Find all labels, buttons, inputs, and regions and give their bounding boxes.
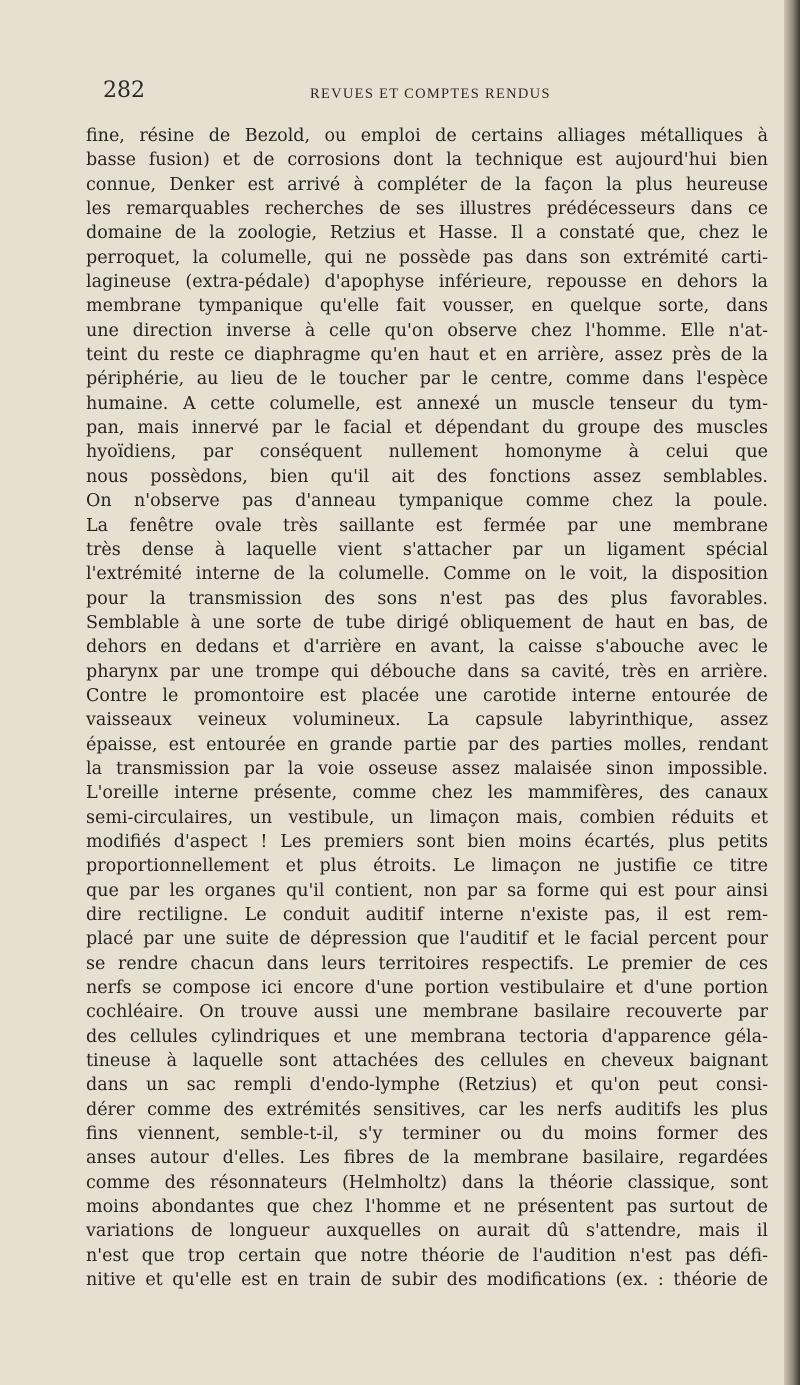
text-line: hyoïdiens, par conséquent nullement homonyme à celui que bbox=[86, 442, 768, 463]
text-line: n'est que trop certain que notre théorie de l'audition n'est pas défi- bbox=[86, 1245, 768, 1266]
text-line: anses autour d'elles. Les fibres de la membrane basilaire, regardées bbox=[86, 1148, 768, 1169]
text-line: placé par une suite de dépression que l'auditif et le facial percent pour bbox=[86, 929, 768, 950]
text-line: comme des résonnateurs (Helmholtz) dans la théorie classique, sont bbox=[86, 1172, 768, 1193]
text-line: l'extrémité interne de la columelle. Comme on le voit, la disposition bbox=[86, 564, 768, 585]
text-line: dérer comme des extrémités sensitives, car les nerfs auditifs les plus bbox=[86, 1099, 768, 1120]
text-line: On n'observe pas d'anneau tympanique comme chez la poule. bbox=[86, 491, 768, 512]
text-line: nerfs se compose ici encore d'une portion vestibulaire et d'une portion bbox=[86, 978, 768, 999]
text-line: se rendre chacun dans leurs territoires respectifs. Le premier de ces bbox=[86, 953, 768, 974]
text-line: lagineuse (extra-pédale) d'apophyse inférieure, repousse en dehors la bbox=[86, 272, 768, 293]
text-line: que par les organes qu'il contient, non par sa forme qui est pour ainsi bbox=[86, 880, 768, 901]
page-header bbox=[103, 78, 765, 108]
text-line: modifiés d'aspect ! Les premiers sont bien moins écartés, plus petits bbox=[86, 831, 768, 852]
text-line: nous possèdons, bien qu'il ait des fonctions assez semblables. bbox=[86, 466, 768, 487]
text-line: dans un sac rempli d'endo-lymphe (Retzius) et qu'on peut consi- bbox=[86, 1075, 768, 1096]
text-line: proportionnellement et plus étroits. Le limaçon ne justifie ce titre bbox=[86, 856, 768, 877]
text-line: semi-circulaires, un vestibule, un limaçon mais, combien réduits et bbox=[86, 807, 768, 828]
text-line: dire rectiligne. Le conduit auditif interne n'existe pas, il est rem- bbox=[86, 905, 768, 925]
text-line: cochléaire. On trouve aussi une membrane basilaire recouverte par bbox=[86, 1002, 768, 1023]
text-line: tineuse à laquelle sont attachées des cellules en cheveux baignant bbox=[86, 1051, 768, 1072]
text-line: dehors en dedans et d'arrière en avant, la caisse s'abouche avec le bbox=[86, 637, 768, 658]
text-line: pour la transmission des sons n'est pas des plus favorables. bbox=[86, 588, 768, 609]
text-line: variations de longueur auxquelles on aurait dû s'attendre, mais il bbox=[86, 1221, 768, 1242]
text-line: épaisse, est entourée en grande partie par des parties molles, rendant bbox=[86, 734, 768, 755]
text-line: la transmission par la voie osseuse assez malaisée sinon impossible. bbox=[86, 758, 768, 779]
text-line: Contre le promontoire est placée une carotide interne entourée de bbox=[86, 685, 768, 706]
text-line: fine, résine de Bezold, ou emploi de certains alliages métalliques à bbox=[86, 126, 768, 146]
text-line: domaine de la zoologie, Retzius et Hasse. Il a constaté que, chez le bbox=[86, 223, 768, 244]
text-line: les remarquables recherches de ses illustres prédécesseurs dans ce bbox=[86, 199, 768, 220]
text-line: une direction inverse à celle qu'on observe chez l'homme. Elle n'at- bbox=[86, 320, 768, 341]
text-line: Semblable à une sorte de tube dirigé obliquement de haut en bas, de bbox=[86, 612, 768, 633]
text-line: membrane tympanique qu'elle fait vousser, en quelque sorte, dans bbox=[86, 296, 768, 317]
text-line: très dense à laquelle vient s'attacher par un ligament spécial bbox=[86, 539, 768, 560]
book-spine-shadow bbox=[784, 0, 800, 1385]
text-line: périphérie, au lieu de le toucher par le centre, comme dans l'espèce bbox=[86, 369, 768, 390]
text-line: moins abondantes que chez l'homme et ne présentent pas surtout de bbox=[86, 1197, 768, 1218]
text-line: La fenêtre ovale très saillante est fermée par une membrane bbox=[86, 515, 768, 536]
text-line: nitive et qu'elle est en train de subir des modifications (ex. : théorie de bbox=[86, 1270, 768, 1291]
page-number: 282 bbox=[103, 78, 145, 103]
body-text bbox=[86, 124, 768, 1293]
text-line: vaisseaux veineux volumineux. La capsule labyrinthique, assez bbox=[86, 710, 768, 731]
text-line: humaine. A cette columelle, est annexé un muscle tenseur du tym- bbox=[86, 393, 768, 414]
text-line: perroquet, la columelle, qui ne possède pas dans son extrémité carti- bbox=[86, 247, 768, 268]
text-line: fins viennent, semble-t-il, s'y terminer ou du moins former des bbox=[86, 1124, 768, 1145]
running-title: REVUES ET COMPTES RENDUS bbox=[310, 86, 551, 102]
text-line: pan, mais innervé par le facial et dépendant du groupe des muscles bbox=[86, 418, 768, 439]
text-line: pharynx par une trompe qui débouche dans sa cavité, très en arrière. bbox=[86, 661, 768, 682]
text-line: basse fusion) et de corrosions dont la technique est aujourd'hui bien bbox=[86, 150, 768, 171]
text-line: connue, Denker est arrivé à compléter de la façon la plus heureuse bbox=[86, 174, 768, 195]
text-line: des cellules cylindriques et une membrana tectoria d'apparence géla- bbox=[86, 1026, 768, 1047]
text-line: L'oreille interne présente, comme chez les mammifères, des canaux bbox=[86, 783, 768, 804]
text-line: teint du reste ce diaphragme qu'en haut et en arrière, assez près de la bbox=[86, 345, 768, 366]
